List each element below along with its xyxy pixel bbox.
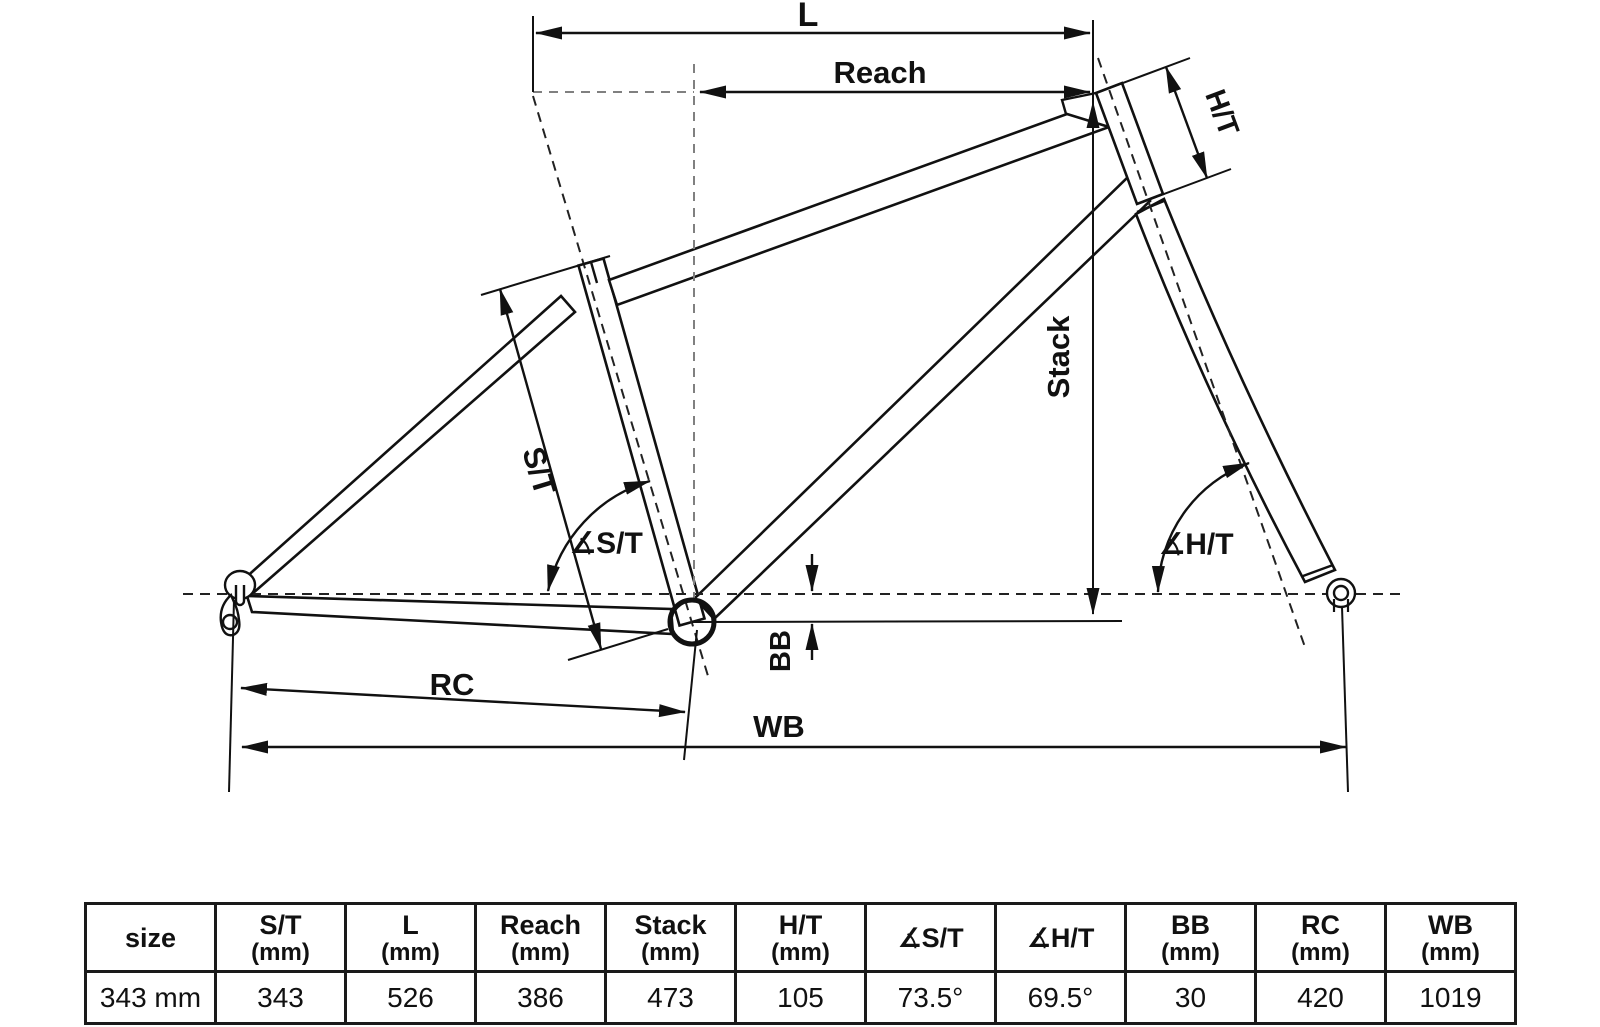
geometry-table <box>84 902 1517 1025</box>
cell-seat-angle: 73.5° <box>866 972 996 1024</box>
rear-axle-slot <box>236 585 244 605</box>
label-reach: Reach <box>833 55 927 90</box>
col-header-stack: Stack (mm) <box>606 904 736 972</box>
cell-wb: 1019 <box>1386 972 1516 1024</box>
geometry-table-data-row <box>86 972 1516 1024</box>
cell-head-angle: 69.5° <box>996 972 1126 1024</box>
head-tube <box>1096 83 1163 204</box>
cell-l: 526 <box>346 972 476 1024</box>
label-head-tube: H/T <box>1198 85 1245 141</box>
cell-st: 343 <box>216 972 346 1024</box>
col-header-st: S/T (mm) <box>216 904 346 972</box>
col-header-wb: WB (mm) <box>1386 904 1516 972</box>
col-header-head-angle: ∡H/T <box>996 904 1126 972</box>
label-wheelbase: WB <box>753 709 805 744</box>
col-header-rc: RC (mm) <box>1256 904 1386 972</box>
geometry-table-header-row <box>86 904 1516 972</box>
cell-rc: 420 <box>1256 972 1386 1024</box>
label-bb-drop: BB <box>765 630 797 672</box>
front-dropout-inner <box>1334 586 1348 600</box>
cell-reach: 386 <box>476 972 606 1024</box>
ht-dimension-line <box>1166 67 1207 178</box>
cell-bb: 30 <box>1126 972 1256 1024</box>
label-stack: Stack <box>1041 315 1076 399</box>
col-header-bb: BB (mm) <box>1126 904 1256 972</box>
head-tube-axis-dashed <box>1098 58 1306 650</box>
cell-stack: 473 <box>606 972 736 1024</box>
hanger-hole <box>223 615 237 629</box>
label-head-angle: ∡H/T <box>1158 528 1234 561</box>
fork-blade <box>1136 199 1335 582</box>
col-header-seat-angle: ∡S/T <box>866 904 996 972</box>
seat-stay <box>243 296 575 594</box>
label-seat-tube: S/T <box>515 442 563 500</box>
chainstay <box>247 596 673 634</box>
label-rear-center: RC <box>429 667 475 702</box>
col-header-reach: Reach (mm) <box>476 904 606 972</box>
bb-level-reference <box>692 621 1122 622</box>
seat-tube <box>579 259 705 626</box>
col-header-ht: H/T (mm) <box>736 904 866 972</box>
label-seat-angle: ∡S/T <box>569 527 643 560</box>
headset-step <box>1062 93 1096 114</box>
front-axle-extension <box>1342 607 1348 792</box>
col-header-size: size <box>86 904 216 972</box>
ht-top-extension <box>1096 58 1190 93</box>
st-bottom-extension <box>568 629 668 660</box>
label-top-tube-length: L <box>797 0 819 34</box>
col-header-l: L (mm) <box>346 904 476 972</box>
cell-ht: 105 <box>736 972 866 1024</box>
bb-down-extension <box>684 630 697 760</box>
cell-size: 343 mm <box>86 972 216 1024</box>
